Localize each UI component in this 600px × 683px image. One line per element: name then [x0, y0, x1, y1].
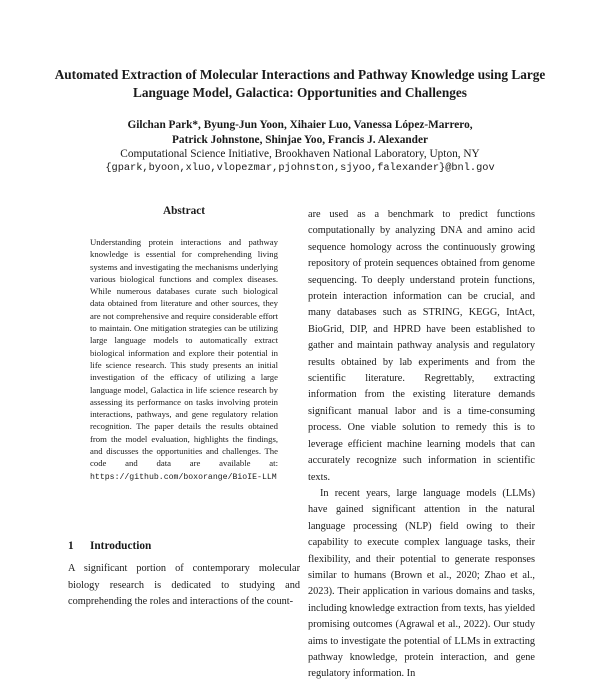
affiliation: Computational Science Initiative, Brookhaven National Laboratory, Upton, NY — [120, 148, 480, 160]
paragraph: are used as a benchmark to predict functions computationally by analyzing DNA and amino acid sequence homology across the continuously growing repository of protein sequences obtained from genome sequencing. To deeply understand protein functions, protein interaction information can be crucial, and many databases such as STRING, KEGG, IntAct, BioGrid, DIP, and HPRD have been established to gather and maintain pathway analysis and regulatory results obtained by lab experiments and from the scientific literature. Regrettably, extracting information from the existing literature demands significant manual labor and is a time-consuming process. One viable solution to remedy this is to leverage efficient machine learning models that can accurately recognize such information in scientific texts. — [308, 209, 535, 483]
authors-line-1: Gilchan Park*, Byung-Jun Yoon, Xihaier Luo, Vanessa López-Marrero, — [127, 119, 473, 131]
paper-title: Automated Extraction of Molecular Interactions and Pathway Knowledge using Large Language Model, Galactica: Opportunities and Challenges — [54, 67, 546, 100]
section-heading-introduction — [68, 540, 308, 552]
code-link[interactable]: https://github.com/boxorange/BioIE-LLM — [90, 472, 277, 482]
right-column — [308, 207, 535, 683]
section-number: 1 — [68, 540, 74, 552]
abstract-body — [90, 236, 278, 484]
authors-line-2: Patrick Johnstone, Shinjae Yoo, Francis J. Alexander — [172, 134, 428, 146]
author-list — [40, 118, 560, 148]
introduction-text: A significant portion of contemporary molecular biology research is dedicated to studying and comprehending the roles and interactions of the count- — [68, 563, 300, 607]
paragraph: In recent years, large language models (LLMs) have gained significant attention in the natural language processing (NLP) field owing to their capability to execute complex language tasks, their flexibility, and their potential to generate responses similar to humans (Brown et al., 2020; Zhao et al., 2023). Their application in various domains and tasks, including knowledge extraction from texts, has yielded promising outcomes (Agrawal et al., 2022). Our study aims to investigate the potential of LLMs in extracting pathway knowledge, protein interaction, and gene regulatory information. In — [308, 487, 535, 680]
abstract-text: Understanding protein interactions and pathway knowledge is essential for comprehending living systems and investigating the mechanisms underlying various biological functions and complex diseases. While numerous databases curate such biological data obtained from literature and other sources, they are not comprehensive and require considerable effort to maintain. One mitigation strategies can be utilizing large language models to automatically extract biological information and explore their potential in life science research. This study presents an initial investigation of the efficacy of utilizing a large language model, Galactica in life science research by assessing its performance on tasks involving protein interactions, pathways, and gene regulatory relation recognition. The paper details the results obtained from the model evaluation, highlights the findings, and discusses the opportunities and challenges. The code and data are available at: — [90, 237, 278, 469]
abstract-heading: Abstract — [162, 205, 206, 217]
section-title: Introduction — [90, 540, 152, 552]
author-emails: {gpark,byoon,xluo,vlopezmar,pjohnston,sjyoo,falexander}@bnl.gov — [105, 162, 495, 174]
